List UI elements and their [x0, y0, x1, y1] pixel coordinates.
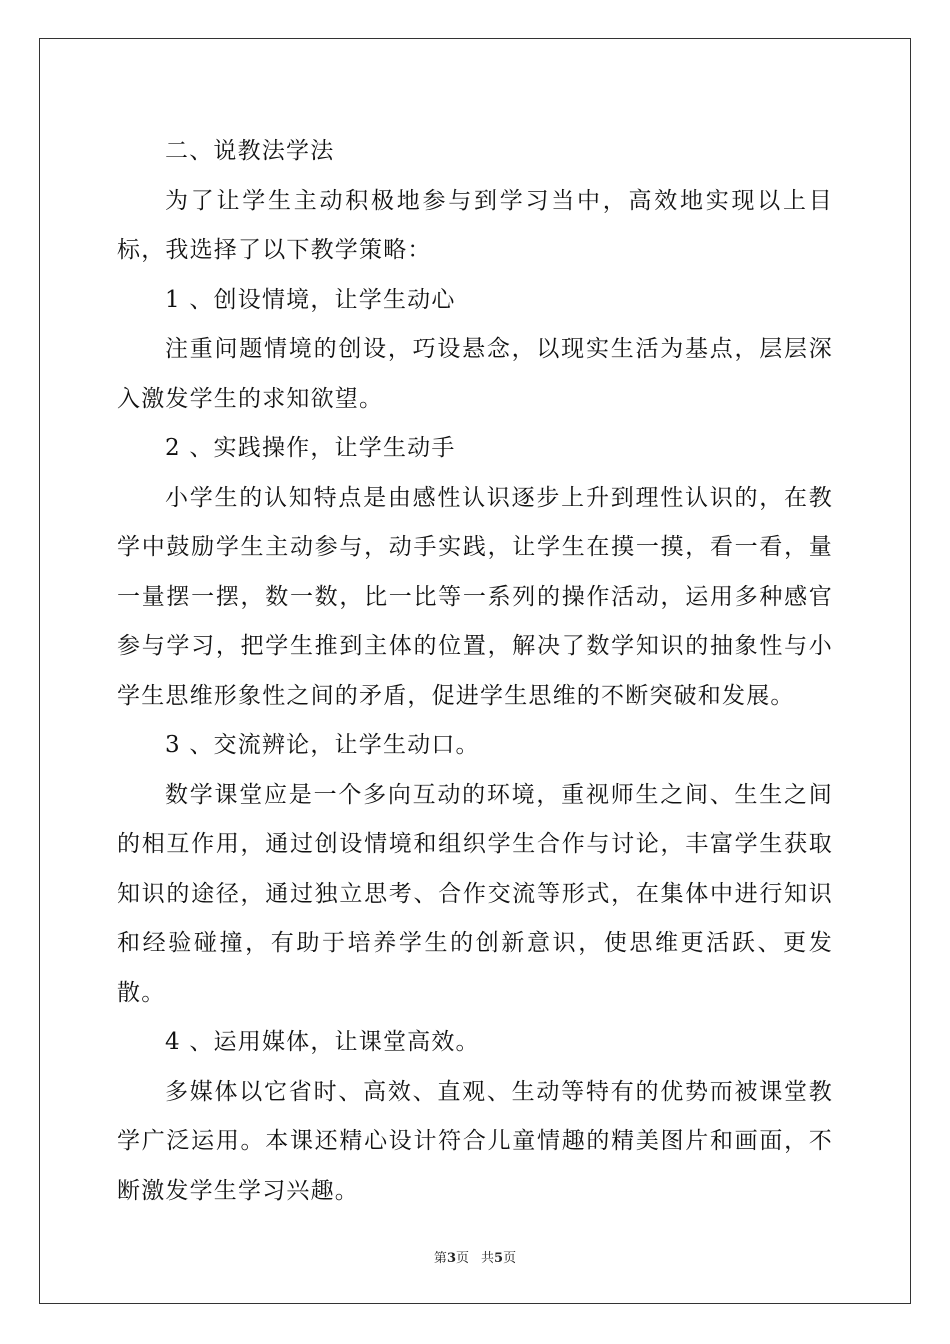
- paragraph: 为了让学生主动积极地参与到学习当中，高效地实现以上目标，我选择了以下教学策略：: [117, 187, 833, 263]
- subheading-1: 1 、创设情境，让学生动心: [165, 286, 456, 313]
- page-suffix: 页: [455, 1251, 469, 1266]
- subheading-3: 3 、交流辨论，让学生动口。: [165, 732, 480, 758]
- page-prefix: 第: [433, 1251, 447, 1266]
- paragraph: 注重问题情境的创设，巧设悬念，以现实生活为基点，层层深入激发学生的求知欲望。: [117, 336, 833, 412]
- subheading-2: 2 、实践操作，让学生动手: [165, 435, 456, 461]
- total-pages: 5: [494, 1251, 504, 1266]
- page-footer: [0, 1247, 950, 1266]
- total-suffix: 页: [503, 1251, 517, 1266]
- paragraph: 小学生的认知特点是由感性认识逐步上升到理性认识的，在教学中鼓励学生主动参与，动手实践，让学生在摸一摸，看一看，量一量摆一摆，数一数，比一比等一系列的操作活动，运用多种感官参与学习，把学生推到主体的位置，解决了数学知识的抽象性与小学生思维形象性之间的矛盾，促进学生思维的不断突破和发展。: [117, 484, 833, 709]
- total-prefix: 共: [481, 1251, 495, 1266]
- subheading-4: 4 、运用媒体，让课堂高效。: [165, 1029, 480, 1055]
- document-body: [117, 127, 833, 1216]
- page-current: 3: [446, 1251, 456, 1266]
- paragraph: 数学课堂应是一个多向互动的环境，重视师生之间、生生之间的相互作用，通过创设情境和组织学生合作与讨论，丰富学生获取知识的途径，通过独立思考、合作交流等形式，在集体中进行知识和经验碰撞，有助于培养学生的创新意识，使思维更活跃、更发散。: [117, 781, 833, 1006]
- section-heading: 二、说教法学法: [165, 138, 335, 164]
- paragraph: 多媒体以它省时、高效、直观、生动等特有的优势而被课堂教学广泛运用。本课还精心设计符合儿童情趣的精美图片和画面，不断激发学生学习兴趣。: [117, 1078, 833, 1204]
